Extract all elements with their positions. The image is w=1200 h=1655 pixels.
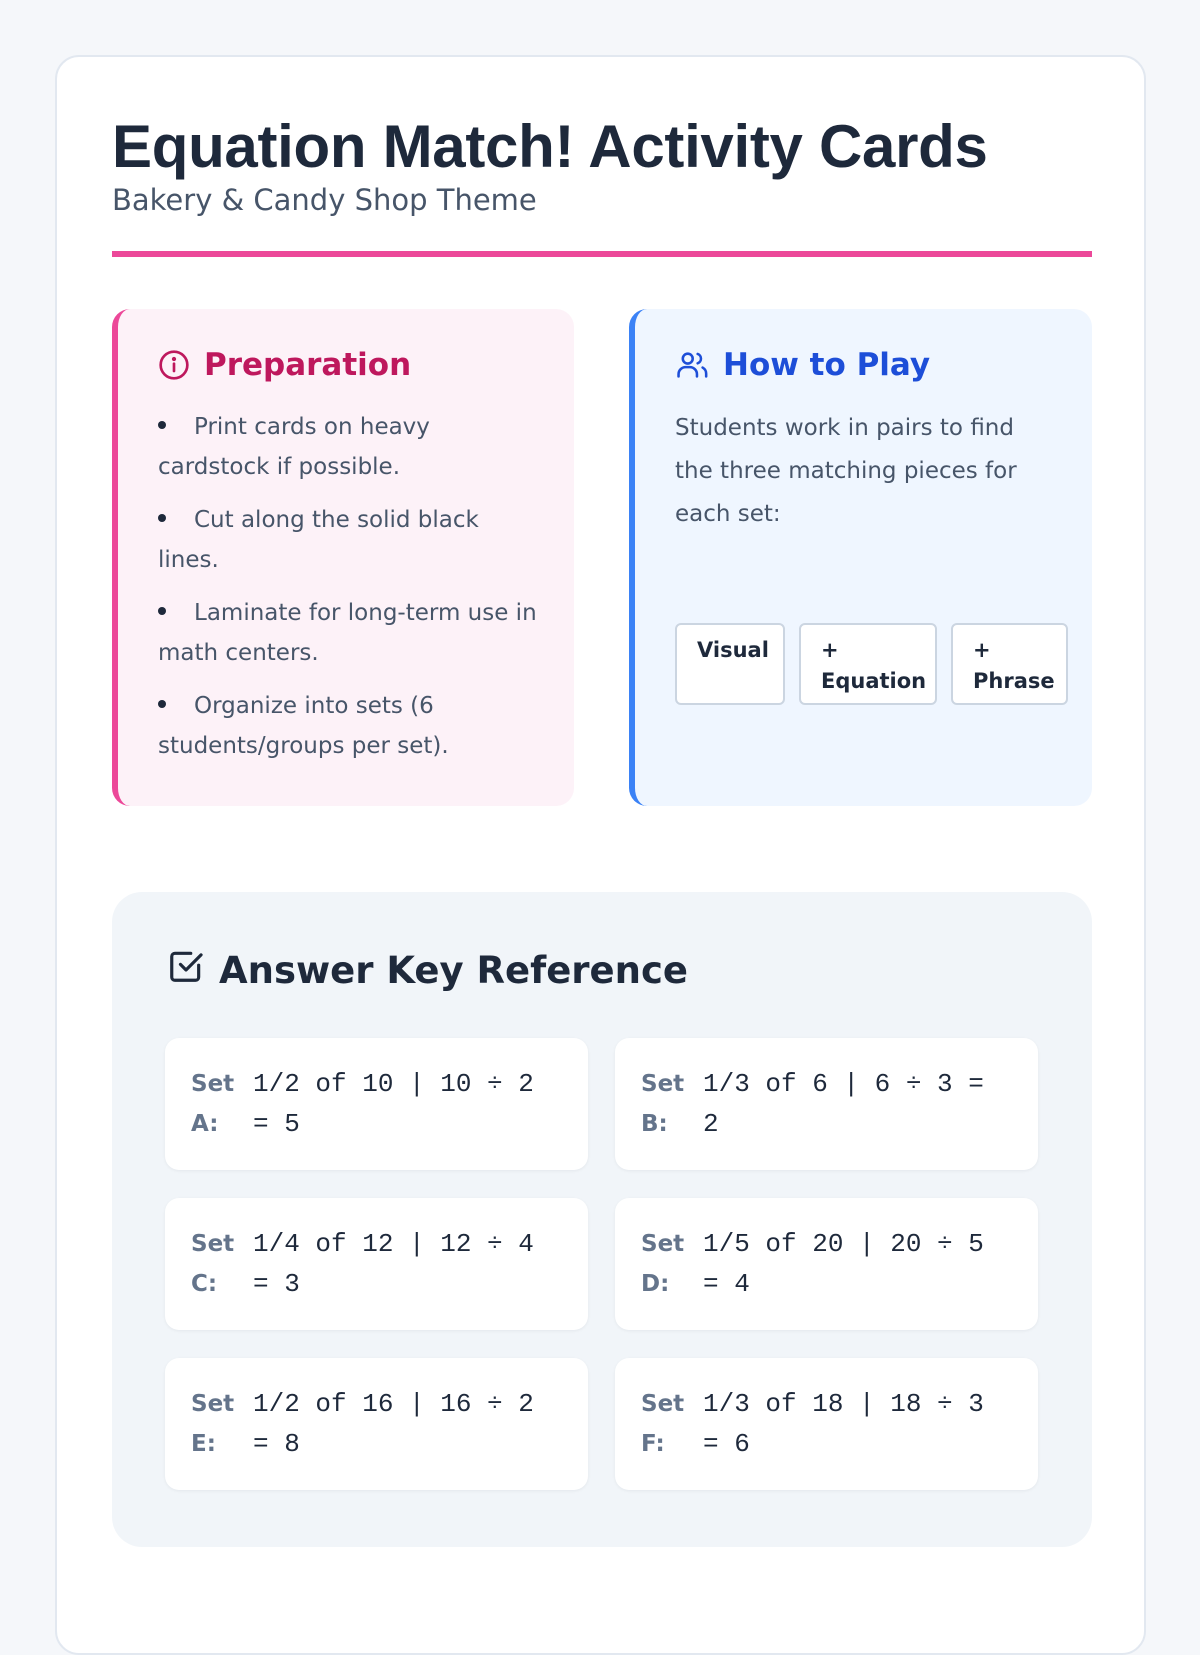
info-circle-icon — [158, 349, 190, 381]
answer-card-set-e — [165, 1358, 588, 1490]
matching-pieces — [675, 623, 1068, 705]
how-to-play-header — [675, 347, 930, 383]
list-item: Laminate for long-term use in math centers. — [158, 600, 537, 666]
set-label: Set C: — [191, 1231, 235, 1297]
list-item: Organize into sets (6 students/groups per set). — [158, 693, 449, 759]
set-label: Set E: — [191, 1391, 235, 1457]
set-label: Set D: — [641, 1231, 685, 1297]
set-equation: 1/3 of 18 | 18 ÷ 3 = 6 — [703, 1389, 984, 1459]
preparation-header — [158, 347, 411, 383]
answer-card-set-b — [615, 1038, 1038, 1170]
preparation-list — [158, 407, 538, 779]
preparation-title: Preparation — [204, 347, 412, 383]
how-to-play-card — [629, 309, 1092, 806]
answer-key-section — [112, 892, 1092, 1547]
set-label: Set A: — [191, 1071, 235, 1137]
set-equation: 1/4 of 12 | 12 ÷ 4 = 3 — [253, 1229, 534, 1299]
title-divider — [112, 251, 1092, 257]
bullet-icon — [158, 421, 166, 429]
set-label: Set F: — [641, 1391, 685, 1457]
answer-card-set-f — [615, 1358, 1038, 1490]
piece-equation: + Equation — [799, 623, 937, 705]
page-title: Equation Match! Activity Cards — [112, 113, 988, 180]
how-to-play-title: How to Play — [723, 347, 931, 383]
bullet-icon — [158, 700, 166, 708]
answer-key-title: Answer Key Reference — [219, 949, 689, 992]
set-equation: 1/2 of 10 | 10 ÷ 2 = 5 — [253, 1069, 534, 1139]
answer-card-set-d — [615, 1198, 1038, 1330]
set-equation: 1/3 of 6 | 6 ÷ 3 = 2 — [703, 1069, 984, 1139]
set-label: Set B: — [641, 1071, 685, 1137]
bullet-icon — [158, 514, 166, 522]
list-item: Cut along the solid black lines. — [158, 507, 479, 573]
preparation-card — [112, 309, 574, 806]
users-icon — [675, 348, 709, 382]
piece-visual: Visual — [675, 623, 785, 705]
how-to-play-description: Students work in pairs to find the three matching pieces for each set: — [675, 415, 1017, 527]
bullet-icon — [158, 607, 166, 615]
answer-card-set-a — [165, 1038, 588, 1170]
set-equation: 1/5 of 20 | 20 ÷ 5 = 4 — [703, 1229, 984, 1299]
checkbox-icon — [167, 947, 205, 994]
set-equation: 1/2 of 16 | 16 ÷ 2 = 8 — [253, 1389, 534, 1459]
list-item: Print cards on heavy cardstock if possible. — [158, 414, 430, 480]
page-subtitle: Bakery & Candy Shop Theme — [112, 183, 537, 217]
piece-phrase: + Phrase — [951, 623, 1068, 705]
answer-key-header — [167, 947, 688, 994]
activity-sheet — [55, 55, 1146, 1655]
answer-card-set-c — [165, 1198, 588, 1330]
